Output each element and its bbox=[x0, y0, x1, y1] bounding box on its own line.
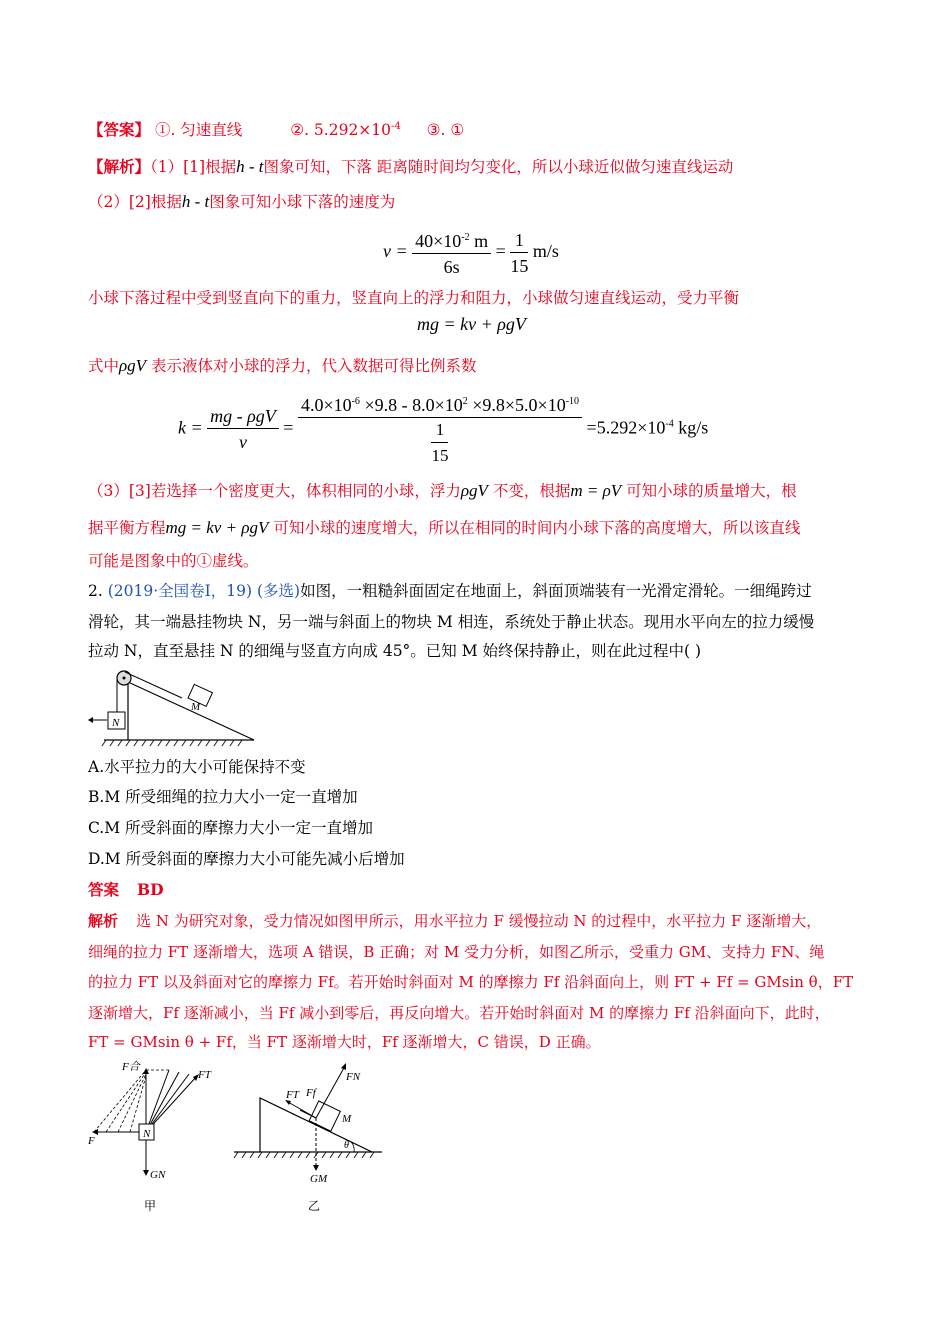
question-tag: (多选) bbox=[257, 582, 301, 600]
answer-2-label: 答案 bbox=[88, 880, 120, 899]
jia-label-ft: FT bbox=[198, 1069, 211, 1081]
analysis-p2 bbox=[88, 192, 395, 212]
question-2-line-2: 滑轮，其一端悬挂物块 N，另一端与斜面上的物块 M 相连，系统处于静止状态。现用水平向左的拉力缓慢 bbox=[88, 613, 815, 631]
analysis-p1-a: （1）[1]根据 bbox=[150, 158, 237, 176]
answer-label: 【答案】 bbox=[88, 120, 151, 140]
jia-label-gn: GN bbox=[150, 1169, 166, 1181]
analysis-p4: 式中ρgV 表示液体对小球的浮力，代入数据可得比例系数 bbox=[88, 356, 477, 375]
answer-2-value: BD bbox=[137, 880, 164, 899]
eq1-unit: m/s bbox=[532, 241, 559, 262]
question-figure-incline bbox=[84, 668, 264, 748]
question-source: (2019·全国卷Ⅰ，19) bbox=[107, 582, 253, 600]
yi-label-ff: Ff bbox=[306, 1087, 316, 1099]
analysis-label: 【解析】 bbox=[88, 157, 151, 176]
answer-2 bbox=[88, 880, 164, 900]
option-c: C.M 所受斜面的摩擦力大小一定一直增加 bbox=[88, 819, 374, 837]
figure-label-m: M bbox=[191, 701, 201, 713]
figure-label-n: N bbox=[112, 717, 120, 729]
question-2-line-1: 2. (2019·全国卷Ⅰ，19) (多选)如图，一粗糙斜面固定在地面上，斜面顶端装有一光滑定滑轮。一细绳跨过 bbox=[88, 582, 812, 600]
answer-item-1: ①. 匀速直线 bbox=[154, 121, 243, 140]
yi-label-m: M bbox=[342, 1113, 352, 1125]
analysis-p1-ht: h - t bbox=[236, 157, 264, 176]
yi-label-fn: FN bbox=[346, 1071, 361, 1083]
question-2-line-3: 拉动 N，直至悬挂 N 的细绳与竖直方向成 45°。已知 M 始终保持静止，则在此过程中( ) bbox=[88, 642, 702, 660]
figure-yi bbox=[232, 1058, 392, 1218]
eq3-frac-1: $\frac{\text{mg - ρgV}}{v}$ bbox=[207, 404, 279, 455]
analysis-p2-ht: h - t bbox=[181, 192, 210, 211]
equation-balance: mg = kv + ρgV bbox=[417, 314, 526, 334]
analysis-p2-b: 图象可知小球下落的速度为 bbox=[209, 193, 396, 211]
analysis-2-line-4: 逐渐增大，Ff 逐渐减小，当 Ff 减小到零后，再反向增大。若开始时斜面对 M 的摩擦力 Ff 沿斜面向下，此时， bbox=[88, 1004, 830, 1022]
equation-velocity bbox=[383, 226, 559, 280]
option-a: A.水平拉力的大小可能保持不变 bbox=[88, 758, 306, 776]
eq3-result: =5.292×10 bbox=[586, 417, 666, 438]
yi-caption: 乙 bbox=[308, 1199, 321, 1213]
eq3-lhs: k = bbox=[178, 417, 203, 438]
jia-caption: 甲 bbox=[144, 1199, 157, 1213]
analysis-2-line-3: 的拉力 FT 以及斜面对它的摩擦力 Ff。若开始时斜面对 M 的摩擦力 Ff 沿斜面向上，则 FT + Ff = GMsin θ，FT bbox=[88, 973, 854, 991]
answer-item-3: ③. ① bbox=[426, 121, 465, 140]
eq3-frac-2: $\frac{4.0\times 10^{-6} \times 9.8 - 8.0\times 10^2 \times 9.8\times 5.0\times 10^{-10}}{\frac{1}{15}}$ bbox=[298, 390, 582, 469]
analysis-p3: 小球下落过程中受到竖直向下的重力，竖直向上的浮力和阻力，小球做匀速直线运动，受力平衡 bbox=[88, 289, 740, 307]
analysis-2-line-5: FT = GMsin θ + Ff，当 FT 逐渐增大时，Ff 逐渐增大，C 错误，D 正确。 bbox=[88, 1033, 601, 1051]
analysis-p1-b: 图象可知，下落 距离随时间均匀变化，所以小球近似做匀速直线运动 bbox=[263, 158, 734, 176]
equation-k: k = $\frac{\text{mg - ρgV}}{v}$ = $\frac{4.0\times 10^{-6} \times 9.8 - 8.0\times 10^2 \times 9.8\times 5.0\times 10^{-10}}{\frac{1}{15}}$ $=5.292\times 10^{-4}$ kg/s bbox=[178, 390, 708, 469]
analysis-p1 bbox=[88, 157, 733, 177]
option-d: D.M 所受斜面的摩擦力大小可能先减小后增加 bbox=[88, 850, 405, 868]
option-b: B.M 所受细绳的拉力大小一定一直增加 bbox=[88, 788, 358, 806]
jia-label-f: F bbox=[88, 1135, 95, 1147]
eq1-frac-1: $\frac{40\times 10^{-2} m}{6s}$ bbox=[412, 226, 491, 280]
yi-label-theta: θ bbox=[344, 1140, 349, 1151]
analysis-p7: 可能是图象中的①虚线。 bbox=[88, 552, 259, 570]
figure-jia bbox=[84, 1058, 224, 1218]
jia-label-n: N bbox=[143, 1128, 151, 1140]
analysis-p6: 据平衡方程mg = kv + ρgV 可知小球的速度增大，所以在相同的时间内小球下落的高度增大，所以该直线 bbox=[88, 518, 801, 537]
eq1-lhs: v = bbox=[383, 241, 408, 262]
p4-rho-symbol: ρgV bbox=[119, 356, 147, 375]
yi-label-gm: GM bbox=[310, 1173, 328, 1185]
eq1-eq: = bbox=[495, 241, 506, 262]
analysis-2-line-2: 细绳的拉力 FT 逐渐增大，选项 A 错误，B 正确；对 M 受力分析，如图乙所示，受重力 GM、支持力 FN、绳 bbox=[88, 943, 825, 961]
jia-label-fhe: F合 bbox=[122, 1061, 140, 1073]
analysis-2-line-1: 解析 选 N 为研究对象，受力情况如图甲所示，用水平拉力 F 缓慢拉动 N 的过程中，水平拉力 F 逐渐增大， bbox=[88, 912, 822, 930]
answer-item-2: ②. $5.292\times 10^{-4}$ bbox=[290, 121, 401, 140]
yi-label-ft: FT bbox=[286, 1089, 299, 1101]
answer-1 bbox=[88, 117, 464, 140]
analysis-p2-a: （2）[2]根据 bbox=[88, 193, 182, 211]
eq1-frac-2: $\frac{1}{15}$ bbox=[510, 229, 529, 276]
analysis-p5: （3）[3]若选择一个密度更大，体积相同的小球，浮力ρgV 不变，根据m = ρV 可知小球的质量增大，根 bbox=[88, 481, 797, 500]
